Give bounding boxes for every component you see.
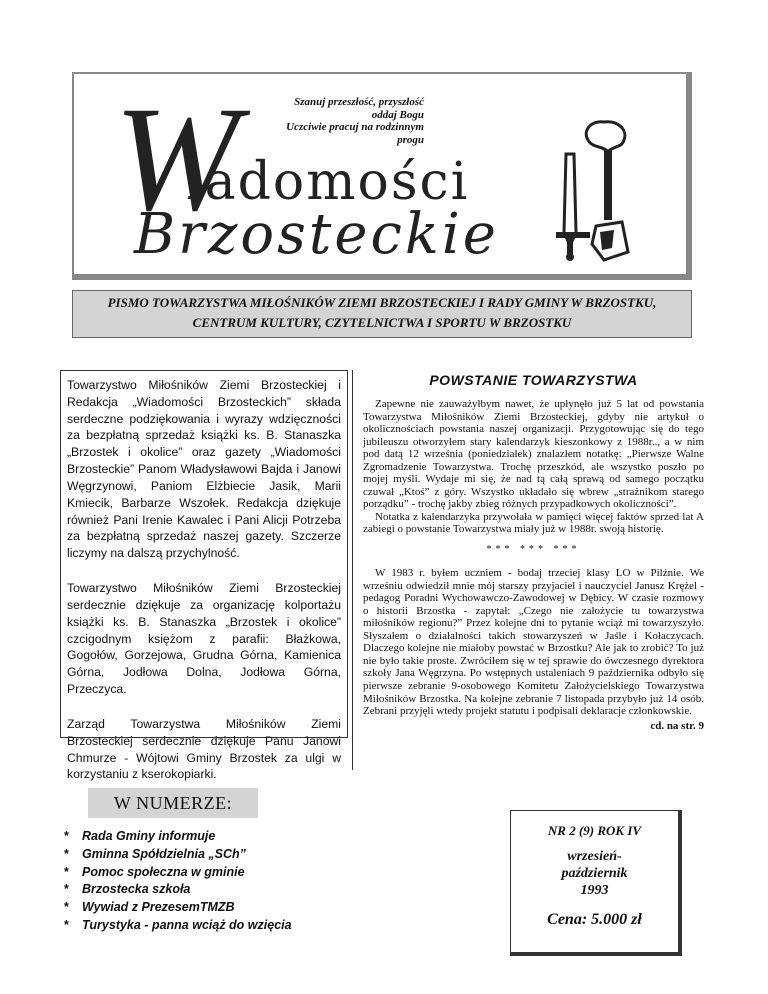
issue-month: wrzesień- xyxy=(567,849,622,864)
publisher-banner xyxy=(72,290,692,338)
motto-line: progu xyxy=(397,133,424,146)
thanks-notices-box xyxy=(60,370,348,782)
article-paragraph: Notatka z kalendarzyka przywołała w pamięci więcej faktów sprzed lat A zabiegi o powstanie Towarzystwa miały już w 1988r. swoją historię. xyxy=(363,510,704,536)
list-item: * Turystyka - panna wciąż do wzięcia xyxy=(64,917,292,935)
list-item: * Gminna Spółdzielnia „SCh” xyxy=(64,846,292,864)
list-item: * Wywiad z PrezesemTMZB xyxy=(64,899,292,917)
list-item: * Brzostecka szkoła xyxy=(64,881,292,899)
article-title: POWSTANIE TOWARZYSTWA xyxy=(429,372,638,388)
continued-note: cd. na str. 9 xyxy=(650,719,704,732)
notice-paragraph: Towarzystwo Miłośników Ziemi Brzosteckiej i Redakcja „Wiadomości Brzosteckich” składa serdeczne podziękowania i wyrazy wdzięczności za bezpłatną sprzedaż książki ks. B. Stanaszka „Brzostek i okolice” oraz gazety „Wiadomości Brzosteckie” Panom Władysławowi Bajda i Janowi Węgrzynowi, Paniom Elżbiecie Jasik, Marii Kmiecik, Barbarze Wszołek. Redakcja dziękuje również Pani Irenie Kawalec i Pani Alicji Potrzeba za bezpłatną sprzedaż naszej gazety. Szczerze liczymy na dalszą przychylność. xyxy=(67,378,341,561)
motto-line: oddaj Bogu xyxy=(371,108,424,121)
list-item: * Pomoc społeczna w gminie xyxy=(64,864,292,882)
banner-line: PISMO TOWARZYSTWA MIŁOŚNIKÓW ZIEMI BRZOSTECKIEJ I RADY GMINY W BRZOSTKU, xyxy=(107,295,657,310)
masthead-title-line1: iadomości xyxy=(186,152,470,212)
list-item: * Rada Gminy informuje xyxy=(64,828,292,846)
motto-line: Uczciwie pracuj na rodzinnym xyxy=(286,121,424,134)
masthead-initial: W xyxy=(114,76,239,242)
in-issue-list xyxy=(64,828,292,935)
banner-line: CENTRUM KULTURY, CZYTELNICTWA I SPORTU W BRZOSTKU xyxy=(192,314,572,330)
issue-month: październik xyxy=(561,865,628,881)
article xyxy=(352,370,704,770)
issue-number: NR 2 (9) ROK IV xyxy=(547,823,642,838)
issue-year: 1993 xyxy=(580,882,609,898)
notice-paragraph: Zarząd Towarzystwa Miłośników Ziemi Brzosteckiej serdecznie dziękuje Panu Janowi Chmurze - Wójtowi Gminy Brzostek za ulgi w korzystaniu z kserokopiarki. xyxy=(67,716,341,782)
masthead xyxy=(72,72,692,280)
in-issue-heading: W NUMERZE: xyxy=(88,788,258,818)
notice-paragraph: Towarzystwo Miłośników Ziemi Brzosteckiej serdecznie dziękuje za organizację kolportażu książki ks. B. Stanaszka „Brzostek i okolice” czcigodnym księżom z parafii: Błażkowa, Gogołów, Gorzejowa, Grudna Górna, Kamienica Górna, Jodłowa Dolna, Jodłowa Górna, Przeczyca. xyxy=(67,581,341,697)
motto xyxy=(264,96,424,147)
issue-price: Cena: 5.000 zł xyxy=(547,911,642,929)
masthead-title-line2: Brzosteckie xyxy=(134,202,499,267)
article-paragraph: Zapewne nie zauważyłbym nawet, że upłynęło już 5 lat od powstania Towarzystwa Miłośników Ziemi Brzosteckiej, gdyby nie artykuł o okolicznościach powstania naszej organizacji. Przygotowując się do tego jubileuszu otworzyłem stary kalendarzyk kieszonkowy z 1988r.., a w nim pod datą 12 września (poniedziałek) znalazłem notatkę: „Pierwsze Walne Zgromadzenie Towarzystwa. Trochę przeszkód, ale wszystko poszło po mojej myśli. Wydaje mi się, że nad tą całą sprawą od samego początku czuwał „Ktoś” z góry. Wszystko układało się wbrew „strażnikom starego porządku” - trochę jakby zbieg różnych przypadkowych okoliczności”. xyxy=(363,398,704,511)
motto-line: Szanuj przeszłość, przyszłość xyxy=(294,96,424,108)
issue-info-box xyxy=(510,810,682,956)
article-paragraph: W 1983 r. byłem uczniem - bodaj trzeciej klasy LO w Pilźnie. We wrześniu odwiedził mnie mój starszy przyjaciel i nauczyciel Janusz Krężel - pedagog Poradni Wychowawczo-Zawodowej w Dębicy. W czasie rozmowy o historii Brzostka - zapytał: „Czego nie założycie tu towarzystwa miłośników regionu?” Przez kolejne dni to pytanie wciąż mi towarzyszyło. Słyszałem o działalności takich stowarzyszeń w Jaśle i Kołaczycach. Dlaczego kolejne nie miałoby powstać w Brzostku? Ale jak to zrobić? To już nie było takie proste. Zwróciłem się w tej sprawie do ówczesnego dyrektora szkoły Jana Węgrzyna. Po wstępnych ustaleniach 9 października odbyło się pierwsze zebranie 9-osobowego Komitetu Założycielskiego Towarzystwa Miłośników Brzostka. Na kolejne zebranie 7 listopada przybyło już 14 osób. Zebrani przyjęli wtedy projekt statutu i podpisali deklaracje członkowskie. xyxy=(363,567,704,718)
sword-and-key-emblem-icon xyxy=(552,114,662,264)
article-separator: *** *** *** xyxy=(486,543,581,555)
